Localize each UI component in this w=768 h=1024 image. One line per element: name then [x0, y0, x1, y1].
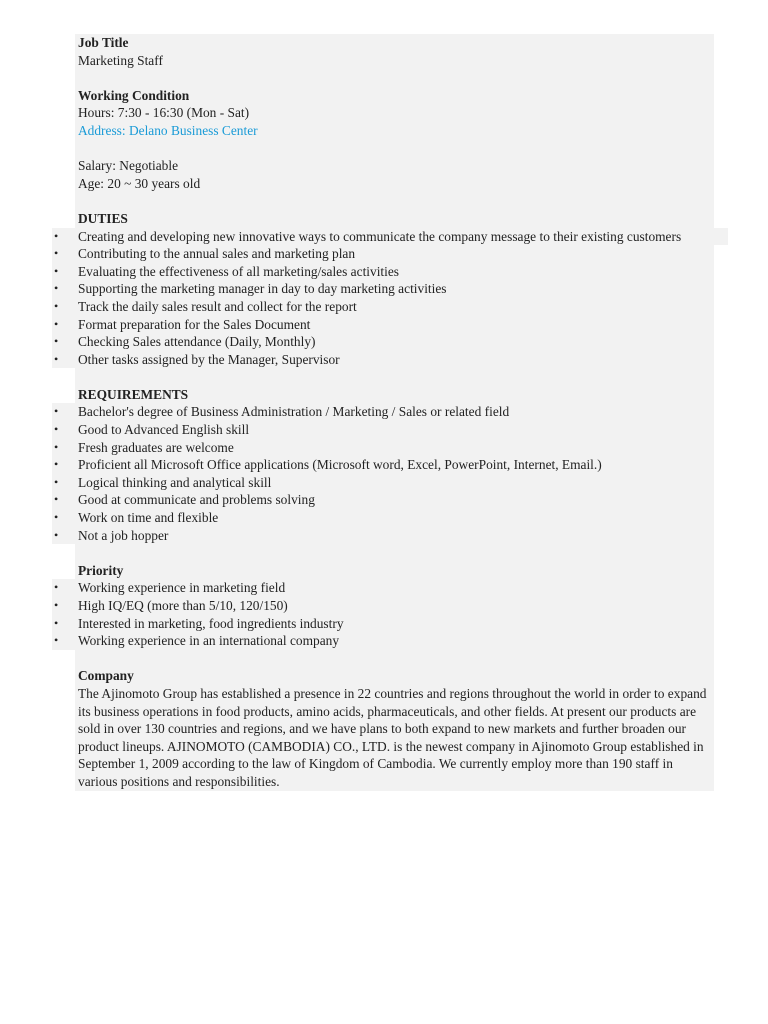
requirement-item-text: Bachelor's degree of Business Administration / Marketing / Sales or related field [78, 404, 510, 420]
company-description: The Ajinomoto Group has established a presence in 22 countries and regions throughout the world in order to expand its business operations in food products, amino acids, pharmaceuticals, and other fields. At present our products are sold in over 130 countries and regions, and we have plans to both expand to new markets and further broaden our product lineups. AJINOMOTO (CAMBODIA) CO., LTD. is the newest company in Ajinomoto Group established in September 1, 2009 according to the law of Kingdom of Cambodia. We currently employ more than 190 staff in various positions and responsibilities. [78, 685, 707, 789]
hours-line [0, 104, 768, 122]
priority-item-text: Working experience in marketing field [78, 580, 286, 596]
job-posting-document [0, 34, 768, 791]
spacer [0, 192, 768, 210]
spacer [0, 544, 768, 562]
requirement-item-text: Not a job hopper [78, 527, 169, 543]
duties-heading: DUTIES [78, 210, 128, 226]
duty-item [0, 263, 768, 281]
duty-item [0, 280, 768, 298]
bullet-icon: • [54, 492, 59, 507]
requirement-item [0, 474, 768, 492]
requirement-item [0, 456, 768, 474]
bullet-icon: • [54, 457, 59, 472]
working-condition-heading-line [0, 87, 768, 105]
spacer [0, 69, 768, 87]
company-description-block [0, 685, 768, 791]
bullet-icon: • [54, 439, 59, 454]
duty-item [0, 351, 768, 369]
priority-item [0, 597, 768, 615]
duty-item [0, 228, 768, 246]
requirement-item [0, 527, 768, 545]
priority-item-text: High IQ/EQ (more than 5/10, 120/150) [78, 598, 288, 613]
duty-item [0, 333, 768, 351]
duties-heading-line [0, 210, 768, 228]
bullet-icon: • [54, 580, 59, 595]
priority-item-text: Interested in marketing, food ingredients industry [78, 615, 344, 631]
bullet-icon: • [54, 263, 59, 278]
requirement-item [0, 421, 768, 439]
priority-item [0, 615, 768, 633]
requirement-item-text: Work on time and flexible [78, 510, 219, 526]
age-range: Age: 20 ~ 30 years old [78, 175, 201, 191]
bullet-icon: • [54, 598, 59, 612]
requirement-item-text: Proficient all Microsoft Office applications (Microsoft word, Excel, PowerPoint, Internet, Email.) [78, 457, 602, 473]
requirement-item-text: Logical thinking and analytical skill [78, 474, 272, 490]
bullet-icon: • [54, 228, 59, 243]
spacer [0, 140, 768, 158]
bullet-icon: • [54, 298, 59, 313]
bullet-icon: • [54, 281, 59, 296]
job-title-value-line [0, 52, 768, 70]
duty-item-text: Contributing to the annual sales and marketing plan [78, 246, 356, 262]
priority-item [0, 579, 768, 597]
requirements-list [0, 403, 768, 544]
spacer [0, 650, 768, 668]
bullet-icon: • [54, 316, 59, 331]
bullet-icon: • [54, 246, 59, 261]
duty-item-text: Supporting the marketing manager in day to day marketing activities [78, 281, 447, 297]
requirements-heading: REQUIREMENTS [78, 386, 189, 402]
address-line [0, 122, 768, 140]
duty-item-text: Format preparation for the Sales Document [78, 316, 311, 332]
priority-heading-line [0, 562, 768, 580]
salary: Salary: Negotiable [78, 158, 179, 174]
duty-item [0, 298, 768, 316]
bullet-icon: • [54, 474, 59, 489]
bullet-icon: • [54, 334, 59, 349]
duty-item-text: Other tasks assigned by the Manager, Supervisor [78, 351, 340, 367]
bullet-icon: • [54, 615, 59, 630]
bullet-icon: • [54, 422, 59, 437]
duty-item-text: Checking Sales attendance (Daily, Monthly) [78, 334, 316, 350]
duties-list [0, 228, 768, 369]
salary-line [0, 157, 768, 175]
job-title-value: Marketing Staff [78, 52, 163, 68]
company-heading-line [0, 667, 768, 685]
requirement-item-text: Fresh graduates are welcome [78, 439, 234, 455]
address-link[interactable]: Address: Delano Business Center [78, 122, 258, 138]
working-condition-heading: Working Condition [78, 87, 190, 103]
duty-item-text: Track the daily sales result and collect for the report [78, 298, 357, 314]
spacer [0, 368, 768, 386]
requirement-item [0, 491, 768, 509]
requirement-item [0, 509, 768, 527]
bullet-icon: • [54, 404, 59, 419]
priority-item-text: Working experience in an international company [78, 633, 340, 649]
priority-list [0, 579, 768, 649]
job-title-heading: Job Title [78, 35, 129, 50]
company-heading: Company [78, 668, 134, 684]
duty-item [0, 245, 768, 263]
priority-item [0, 632, 768, 650]
duty-item [0, 316, 768, 334]
requirement-item-text: Good at communicate and problems solving [78, 492, 315, 508]
bullet-icon: • [54, 633, 59, 648]
duty-item-text: Evaluating the effectiveness of all marketing/sales activities [78, 263, 400, 279]
bullet-icon: • [54, 527, 59, 542]
requirement-item [0, 439, 768, 457]
requirements-heading-line [0, 386, 768, 404]
age-line [0, 175, 768, 193]
job-title-heading-line [0, 34, 768, 52]
priority-heading: Priority [78, 562, 124, 578]
requirement-item-text: Good to Advanced English skill [78, 422, 250, 438]
requirement-item [0, 403, 768, 421]
working-hours: Hours: 7:30 - 16:30 (Mon - Sat) [78, 105, 250, 121]
bullet-icon: • [54, 510, 59, 525]
bullet-icon: • [54, 351, 59, 366]
duty-item-text: Creating and developing new innovative ways to communicate the company message to their existing customers [78, 228, 682, 244]
